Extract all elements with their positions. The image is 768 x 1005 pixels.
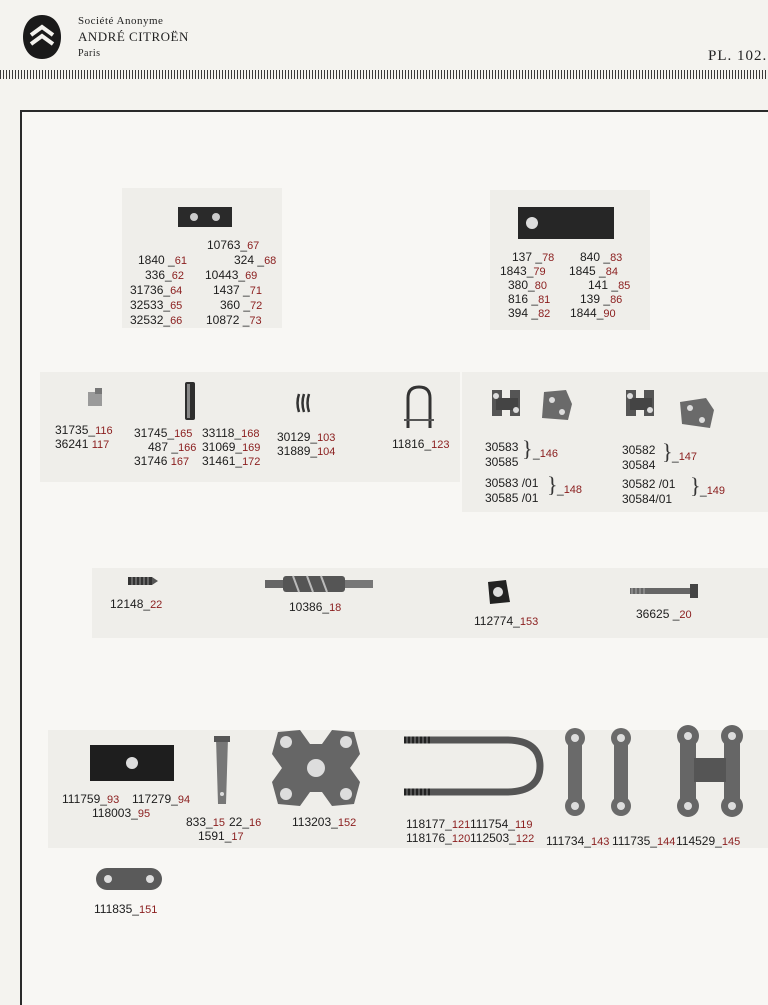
plate-position: 85 [618,280,631,292]
shackle-link-icon [564,728,586,816]
plate-position: 72 [250,300,263,312]
part-label [557,482,582,498]
part-ref: _ [235,454,243,468]
plate-position: 67 [247,240,260,252]
part-ref: 10872 [206,313,240,327]
plate-position: 69 [245,270,258,282]
bracket-plate-icon [676,396,716,430]
part-ref: _ [168,253,175,267]
part-ref: 31745 [134,426,168,440]
plate-position: 153 [519,616,539,628]
plate-position: 148 [563,484,583,496]
part-ref: 336 [145,268,166,282]
part-ref: 31889 [277,444,311,458]
plate-position: 20 [679,609,692,621]
part-ref: _ [508,817,515,831]
plate-position: 81 [538,294,551,306]
company-line-2: ANDRÉ CITROËN [78,29,189,44]
part-ref: 32532 [130,313,164,327]
part-label [406,831,470,847]
plate-position: 121 [451,819,471,831]
part-ref: _ [163,313,171,327]
part-label [94,902,157,918]
part-ref: _ [531,306,539,320]
bushing-rod-icon [185,382,195,420]
part-ref: 1845 [569,264,596,278]
plate-position: 17 [231,831,244,843]
part-ref: _ [310,430,318,444]
brace: } [547,472,558,497]
pin-icon [214,734,230,808]
part-ref: 113203 [292,815,332,829]
part-ref: 32533 [130,298,164,312]
plate-position: 167 [170,456,190,468]
part-ref: 31069 [202,440,236,454]
tab-washer-icon [484,578,512,606]
plate-position: 146 [539,448,559,460]
brace: } [522,436,533,461]
part-ref: 141 [588,278,609,292]
plate-position: 152 [337,817,357,829]
plate-position: 83 [610,252,623,264]
plate-position: 73 [249,315,262,327]
part-ref: 360 [220,298,241,312]
part-label: 30584 [622,458,656,472]
plate-position: 165 [174,428,193,440]
part-label: 30582 /01 [622,477,676,491]
part-label [130,313,182,329]
part-ref: 380 [508,278,529,292]
part-ref: 31461 [202,454,236,468]
part-ref: 36625 [636,607,670,621]
part-ref: 111754 [470,817,509,831]
part-ref: _ [167,426,175,440]
part-label [672,449,697,465]
part-ref: _ [535,250,543,264]
company-line-3: Paris [78,48,101,59]
part-label [205,268,257,284]
plate-position: 95 [137,808,151,820]
part-ref: _ [322,600,330,614]
plate-position: 144 [656,836,676,848]
part-ref: 31746 [134,454,168,468]
part-ref: _ [599,264,606,278]
part-label [508,306,550,322]
part-ref: 118177 [406,817,446,831]
part-ref: 10763 [207,238,241,252]
plate-position: 166 [178,442,197,454]
part-label [138,253,187,269]
plate-position: 16 [249,817,262,829]
part-ref: 487 [148,440,169,454]
part-ref: 22 [229,815,243,829]
part-label [676,834,740,850]
part-ref: 394 [508,306,529,320]
threaded-pin-icon [128,576,158,586]
group-5-panel [92,568,768,638]
part-ref: _ [235,440,243,454]
part-ref: _ [310,444,318,458]
plate-number: PL. 102. [708,48,768,64]
part-ref: 31736 [130,283,164,297]
brace: } [690,473,701,498]
plate-position: 62 [171,270,184,282]
part-label [213,283,262,299]
part-ref: 111734 [546,834,585,848]
part-ref: _ [240,238,248,252]
part-ref: _ [243,298,251,312]
part-ref: 12148 [110,597,144,611]
plate-position: 90 [603,308,616,320]
plate-position: 149 [706,485,726,497]
part-ref: _ [171,440,179,454]
part-ref: 1591 [198,829,225,843]
part-label [292,815,356,831]
part-ref: _ [238,268,246,282]
part-label [220,298,262,314]
part-ref: _ [533,446,540,460]
part-ref: _ [650,834,657,848]
plate-position: 65 [170,300,183,312]
part-ref: 111759 [62,792,101,806]
plate-position: 172 [242,456,261,468]
part-ref: 31735 [55,423,89,437]
part-label [234,253,276,269]
part-ref: 111835 [94,902,133,916]
part-label [207,238,259,254]
part-ref: _ [528,278,535,292]
part-ref: 816 [508,292,529,306]
part-label [145,268,184,284]
part-label [134,454,189,470]
plate-position: 86 [610,294,623,306]
plate-position: 84 [605,266,618,278]
part-ref: _ [596,306,604,320]
bracket-icon [620,388,660,420]
part-ref: _ [445,817,452,831]
part-ref: _ [88,423,96,437]
part-ref: 833 [186,815,207,829]
part-label [392,437,450,453]
small-block-icon [88,388,102,406]
part-ref: _ [163,298,171,312]
plate-position: 116 [95,425,113,437]
part-ref: _ [557,482,564,496]
part-ref: 10443 [205,268,239,282]
part-label [474,614,538,630]
part-ref: _ [700,483,707,497]
citroen-logo [22,14,62,60]
company-line-1: Société Anonyme [78,15,164,27]
part-ref: _ [206,815,213,829]
plate-position: 169 [242,442,261,454]
part-label [612,834,675,850]
plate-position: 151 [138,904,158,916]
part-ref: 1437 [213,283,240,297]
part-ref: 112503 [470,831,510,845]
part-ref: _ [424,437,432,451]
shim-plate-large-icon [518,207,614,239]
part-ref: _ [132,902,139,916]
shackle-pin-icon [265,574,373,594]
part-label [636,607,692,623]
part-ref: 114529 [676,834,716,848]
part-ref: _ [445,831,452,845]
plate-position: 93 [106,794,120,806]
part-label [92,806,150,822]
part-ref: _ [143,597,151,611]
part-label [110,597,162,613]
part-ref: _ [224,829,232,843]
part-ref: _ [509,831,516,845]
plate-position: 80 [534,280,547,292]
part-ref: _ [100,792,107,806]
plate-position: 145 [721,836,741,848]
part-label [546,834,609,850]
link-plate-icon [90,866,168,892]
part-ref: 1844 [570,306,597,320]
part-ref: 112774 [474,614,514,628]
part-label: 30584/01 [622,492,673,506]
plate-position: 64 [170,285,183,297]
plate-position: 119 [514,819,533,831]
plate-position: 79 [533,266,546,278]
plate-position: 122 [515,833,535,845]
part-label [198,829,244,845]
plate-position: 123 [431,439,450,451]
shackle-plate-icon [270,728,362,808]
part-ref: _ [171,792,178,806]
bracket-icon [486,388,526,420]
plate-position: 22 [150,599,163,611]
part-label [130,298,182,314]
part-ref: _ [531,292,539,306]
bolt-icon [630,584,708,598]
part-label: 30585 [485,455,519,469]
part-ref: _ [603,250,611,264]
part-ref: 1840 [138,253,165,267]
part-ref: 117279 [132,792,172,806]
part-ref: _ [234,426,242,440]
plate-position: 82 [538,308,551,320]
part-label: 30583 [485,440,519,454]
shackle-link-icon [610,728,632,816]
u-bolt-large-icon [402,730,544,802]
header-rule [0,70,768,79]
plate-position: 104 [317,446,336,458]
plate-position: 68 [264,255,277,267]
plate-position: 71 [249,285,262,297]
part-ref: _ [603,292,611,306]
part-label [130,283,182,299]
part-label [570,306,616,322]
part-ref: 137 [512,250,533,264]
part-label: 30585 /01 [485,491,539,505]
bracket-plate-icon [538,388,574,422]
part-label [533,446,558,462]
part-ref: _ [242,815,250,829]
part-label: 30582 [622,443,656,457]
part-ref: 33118 [202,426,235,440]
plate-position: 103 [317,432,336,444]
shim-plate-icon [90,745,174,781]
part-ref: 118176 [406,831,446,845]
part-ref: _ [672,607,680,621]
part-ref: _ [243,283,250,297]
part-ref: _ [715,834,722,848]
part-ref: _ [513,614,520,628]
part-label [55,437,109,453]
part-ref: _ [257,253,265,267]
part-ref: _ [242,313,250,327]
plate-position: 18 [329,602,342,614]
plate-position: 120 [451,833,471,845]
part-ref: 11816 [392,437,425,451]
plate-position: 117 [91,439,110,451]
part-ref: _ [131,806,138,820]
part-ref: 36241 [55,437,89,451]
brace: } [662,439,673,464]
part-ref: 118003 [92,806,132,820]
part-ref: 111735 [612,834,651,848]
plate-position: 66 [170,315,183,327]
part-label [289,600,341,616]
part-ref: _ [584,834,591,848]
plate-position: 168 [241,428,260,440]
part-ref: 324 [234,253,255,267]
plate-position: 78 [542,252,555,264]
clip-icon [296,392,312,414]
part-ref: _ [331,815,338,829]
part-label [700,483,725,499]
part-label: 30583 /01 [485,476,539,490]
plate-position: 147 [678,451,698,463]
part-label [277,444,335,460]
part-ref: 10386 [289,600,323,614]
plate-position: 143 [590,836,610,848]
plate-position: 94 [177,794,191,806]
part-ref: _ [526,264,534,278]
plate-position: 15 [212,817,225,829]
part-ref: 30129 [277,430,311,444]
part-label [206,313,262,329]
double-shackle-icon [674,724,746,820]
part-label [470,831,534,847]
part-label [202,454,260,470]
plate-position: 61 [174,255,187,267]
part-ref: 139 [580,292,601,306]
part-ref: _ [165,268,172,282]
part-ref: 1843 [500,264,527,278]
part-ref: _ [163,283,171,297]
u-bolt-small-icon [402,384,436,430]
part-ref: _ [611,278,619,292]
part-ref: 840 [580,250,601,264]
shim-plate-small-icon [178,207,232,227]
part-ref: _ [672,449,679,463]
